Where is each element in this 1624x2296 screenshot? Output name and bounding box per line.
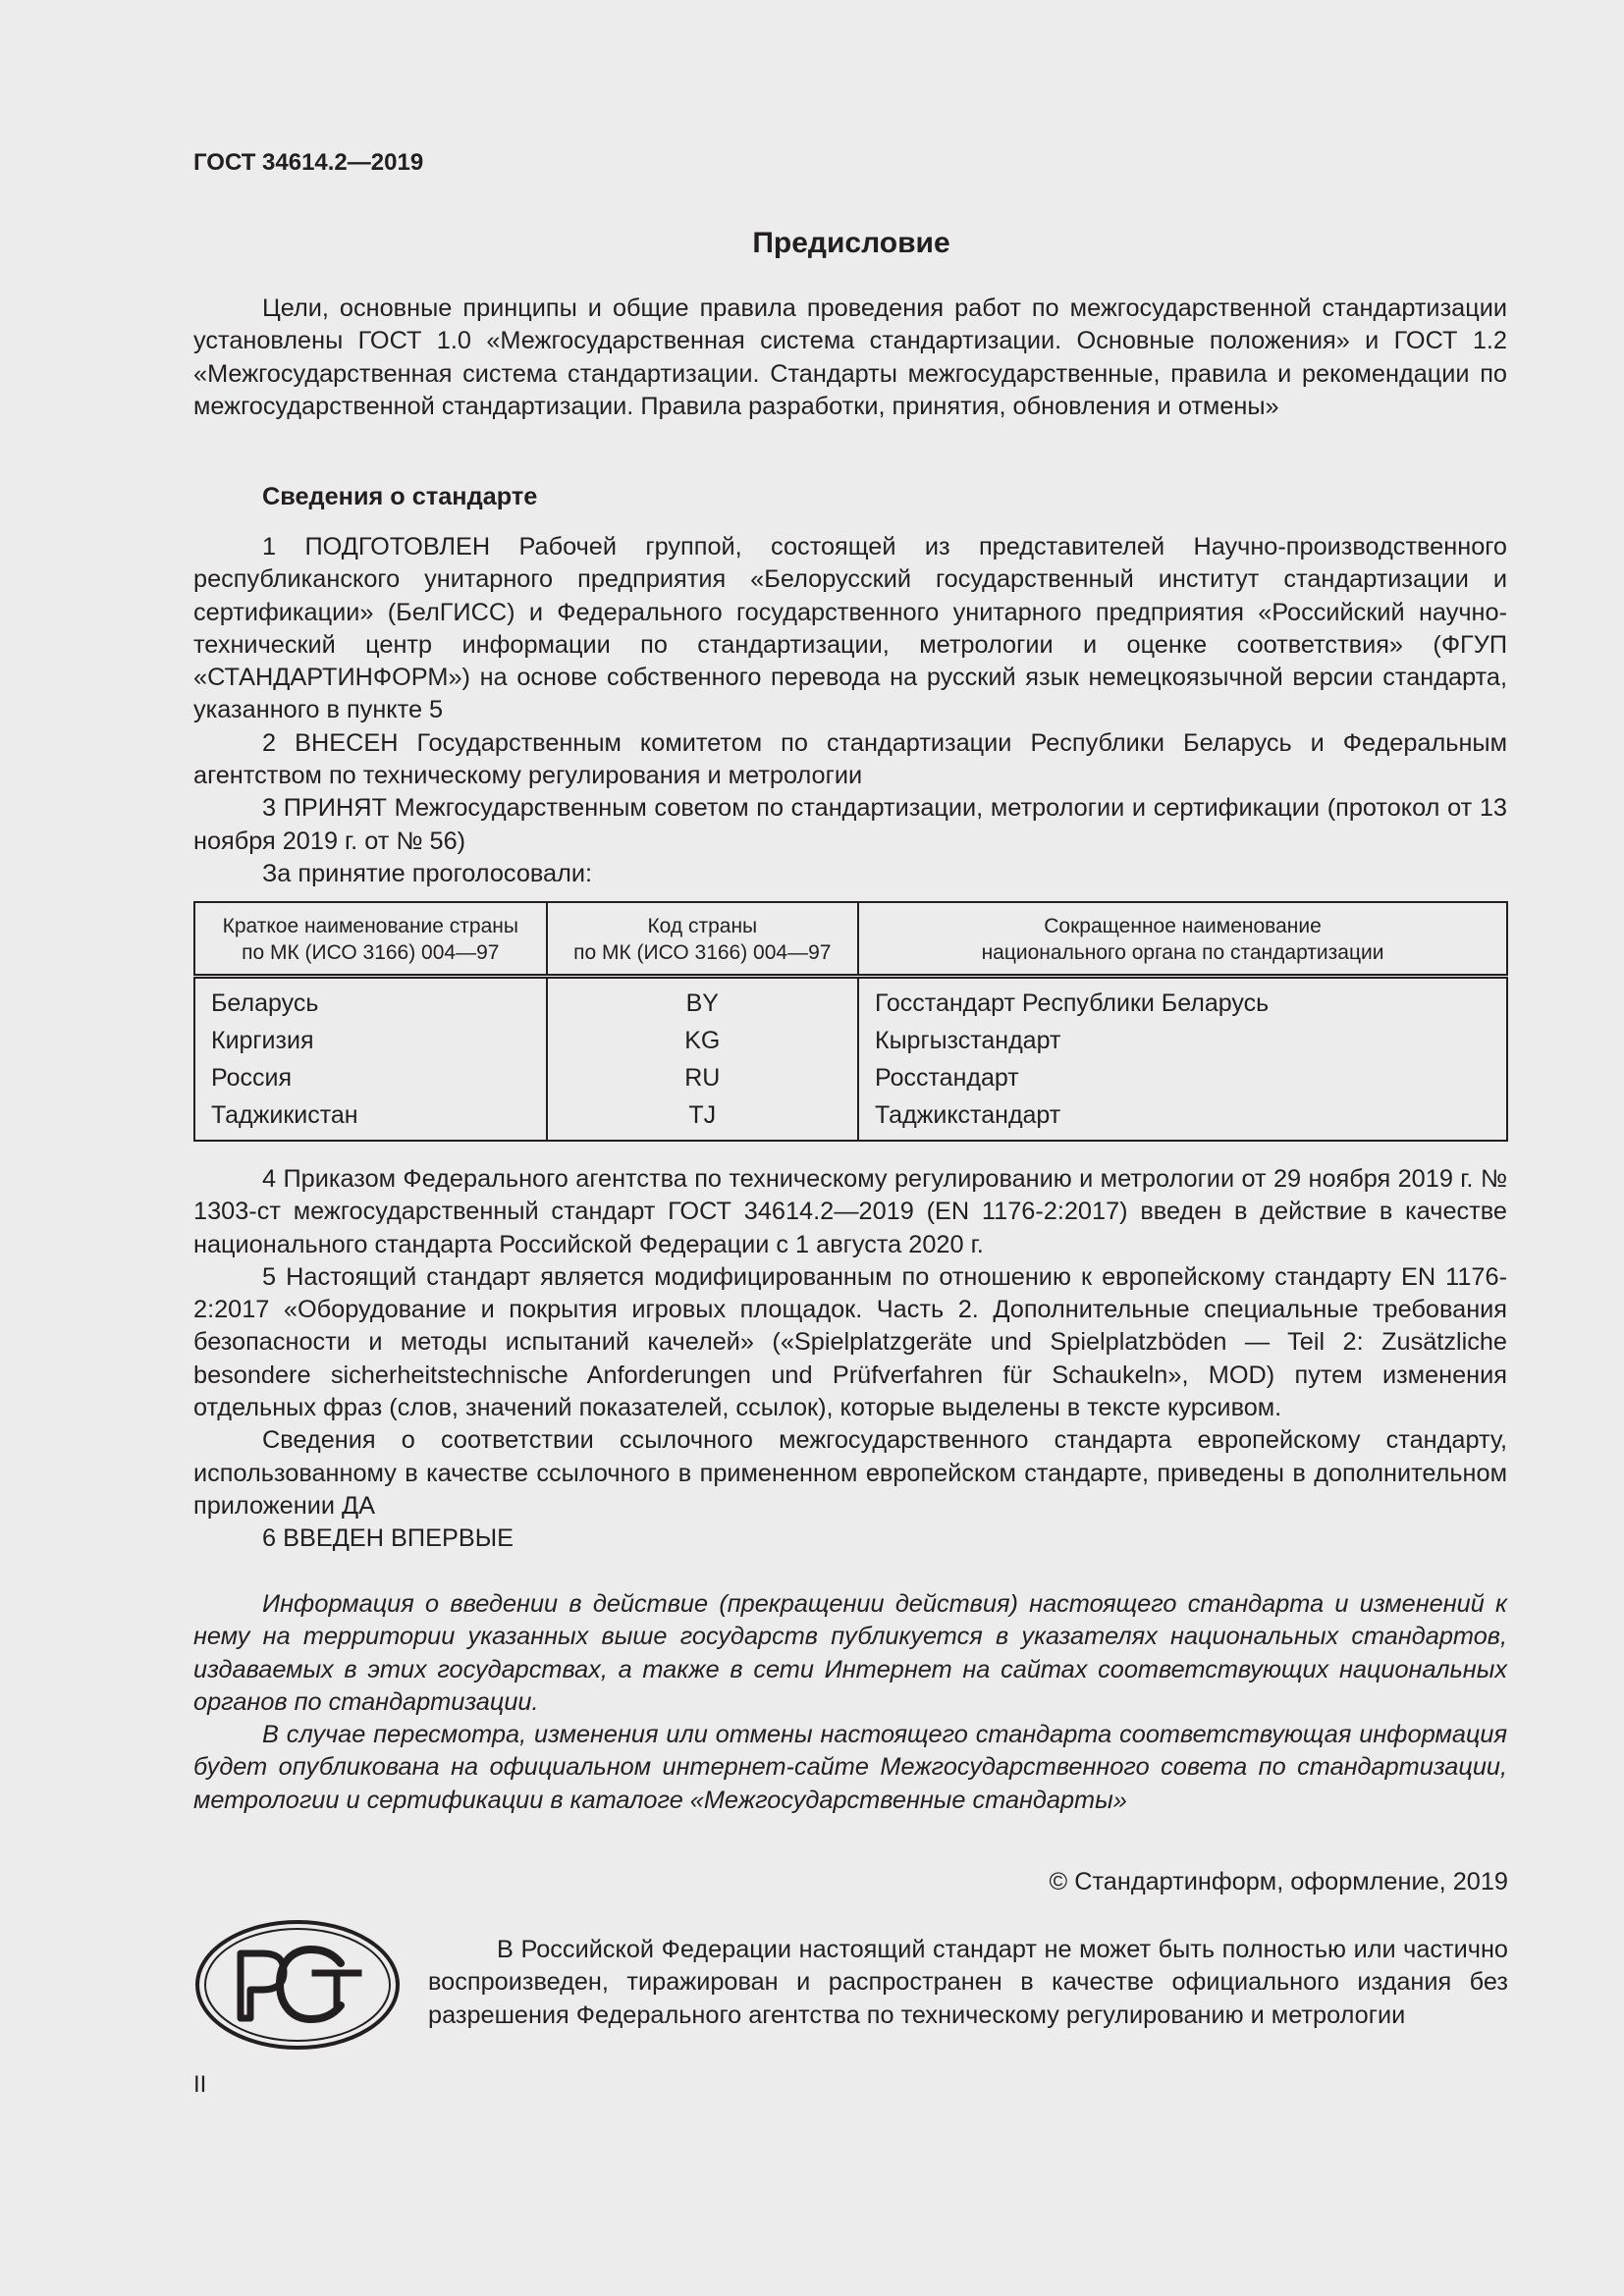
standard-info-subheading: Сведения о стандарте: [262, 483, 538, 510]
body-cell: Кыргызстандарт: [858, 1022, 1507, 1059]
table-header-country: Краткое наименование страны по МК (ИСО 3166) 004—97: [194, 902, 547, 977]
item-5-paragraph: 5 Настоящий стандарт является модифицированным по отношению к европейскому стандарту EN 1176-2:2017 «Оборудование и покрытия игровых площадок. Часть 2. Дополнительные специальные требования безопасности и методы испытаний качелей» («Spielplatzgeräte und Spielplatzböden — Teil 2: Zusätzliche besondere sicherheitstechnische Anforderungen und Prüfverfahren für Schaukeln», MOD) путем изменения отдельных фраз (слов, значений показателей, ссылок), которые выделены в тексте курсивом.: [193, 1262, 1507, 1422]
code-cell: KG: [547, 1022, 858, 1059]
country-cell: Россия: [194, 1059, 547, 1096]
country-cell: Беларусь: [194, 977, 547, 1023]
voting-countries-table: [193, 901, 1508, 1142]
country-cell: Киргизия: [194, 1022, 547, 1059]
item-2-paragraph: 2 ВНЕСЕН Государственным комитетом по стандартизации Республики Беларусь и Федеральным агентством по техническому регулирования и метрологии: [193, 728, 1507, 790]
rst-certification-mark-icon: [193, 1918, 402, 2052]
item-6-paragraph: 6 ВВЕДЕН ВПЕРВЫЕ: [262, 1524, 514, 1553]
page-title: Предисловие: [752, 227, 950, 259]
country-cell: Таджикистан: [194, 1096, 547, 1141]
standard-info-block: [193, 481, 1507, 513]
item-4-paragraph: 4 Приказом Федерального агентства по техническому регулированию и метрологии от 29 ноября 2019 г. № 1303-ст межгосударственный стандарт ГОСТ 34614.2—2019 (EN 1176-2:2017) введен в действие в качестве национального стандарта Российской Федерации с 1 августа 2020 г.: [193, 1165, 1507, 1258]
page-number: II: [193, 2071, 207, 2098]
document-id-header: ГОСТ 34614.2—2019: [193, 149, 424, 176]
voted-line: За принятие проголосовали:: [262, 859, 593, 887]
table-header-body: Сокращенное наименование национального органа по стандартизации: [858, 902, 1507, 977]
item-3-paragraph: 3 ПРИНЯТ Межгосударственным советом по стандартизации, метрологии и сертификации (протокол от 13 ноября 2019 г. от № 56): [193, 794, 1507, 855]
table-header-row: [194, 902, 1507, 977]
table-row: [194, 1059, 1507, 1096]
body-cell: Госстандарт Республики Беларусь: [858, 977, 1507, 1023]
table-row: [194, 1096, 1507, 1141]
code-cell: TJ: [547, 1096, 858, 1141]
code-cell: BY: [547, 977, 858, 1023]
copyright-line: © Стандартинформ, оформление, 2019: [1049, 1868, 1508, 1896]
body-cell: Таджикстандарт: [858, 1096, 1507, 1141]
italic-paragraph-1: Информация о введении в действие (прекращении действия) настоящего стандарта и изменений к нему на территории указанных выше государств публикуется в указателях национальных стандартов, издаваемых в этих государствах, а также в сети Интернет на сайтах соответствующих национальных органов по стандартизации.: [193, 1590, 1507, 1716]
table-row: [194, 1022, 1507, 1059]
intro-paragraph: Цели, основные принципы и общие правила проведения работ по межгосударственной стандартизации установлены ГОСТ 1.0 «Межгосударственная система стандартизации. Основные положения» и ГОСТ 1.2 «Межгосударственная система стандартизации. Стандарты межгосударственные, правила и рекомендации по межгосударственной стандартизации. Правила разработки, принятия, обновления и отмены»: [193, 294, 1507, 420]
table-row: [194, 977, 1507, 1023]
italic-paragraph-2: В случае пересмотра, изменения или отмены настоящего стандарта соответствующая информация будет опубликована на официальном интернет-сайте Межгосударственного совета по стандартизации, метрологии и сертификации в каталоге «Межгосударственные стандарты»: [193, 1721, 1507, 1814]
items-4-6-block: [193, 1163, 1507, 1556]
item-1-paragraph: 1 ПОДГОТОВЛЕН Рабочей группой, состоящей из представителей Научно-производственного республиканского унитарного предприятия «Белорусский государственный институт стандартизации и сертификации» (БелГИСС) и Федерального государственного унитарного предприятия «Российский научно-технический центр информации по стандартизации, метрологии и оценке соответствия» (ФГУП «СТАНДАРТИНФОРМ») на основе собственного перевода на русский язык немецкоязычной версии стандарта, указанного в пункте 5: [193, 533, 1507, 724]
item-5b-paragraph: Сведения о соответствии ссылочного межгосударственного стандарта европейскому стандарту, использованному в качестве ссылочного в примененном европейском стандарте, приведены в дополнительном приложении ДА: [193, 1426, 1507, 1520]
italic-info-block: [193, 1588, 1507, 1817]
items-1-3-block: [193, 531, 1507, 890]
reproduction-notice: В Российской Федерации настоящий стандарт не может быть полностью или частично воспроизведен, тиражирован и распространен в качестве официального издания без разрешения Федерального агентства по техническому регулированию и метрологии: [428, 1936, 1508, 2029]
foreword-intro-block: [193, 293, 1507, 423]
code-cell: RU: [547, 1059, 858, 1096]
body-cell: Росстандарт: [858, 1059, 1507, 1096]
table-header-code: Код страны по МК (ИСО 3166) 004—97: [547, 902, 858, 977]
